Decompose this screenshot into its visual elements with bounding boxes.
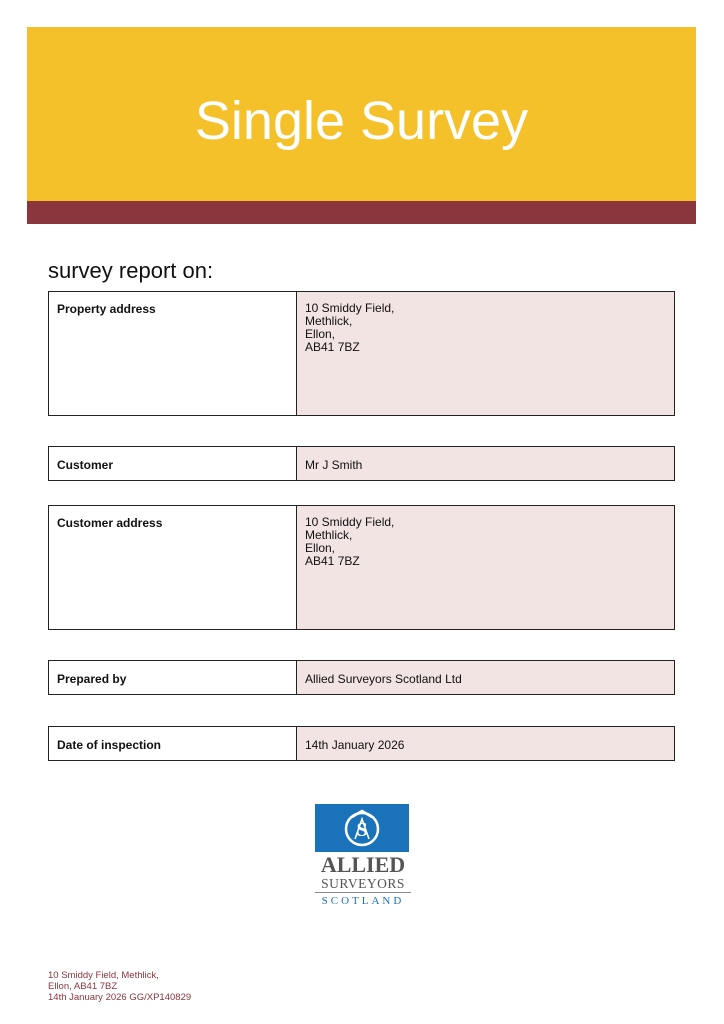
customer-address-row <box>48 505 675 630</box>
footer-line: 10 Smiddy Field, Methlick, <box>48 970 159 981</box>
report-subtitle: survey report on: <box>48 258 214 283</box>
page-title: Single Survey <box>194 91 529 151</box>
date-of-inspection-value: 14th January 2026 <box>297 727 674 760</box>
customer-address-value <box>297 506 674 629</box>
logo-text-allied: ALLIED <box>320 852 406 877</box>
date-of-inspection-row <box>48 726 675 761</box>
prepared-by-row <box>48 660 675 695</box>
property-address-row <box>48 291 675 416</box>
address-line: 10 Smiddy Field, <box>305 515 395 529</box>
accent-stripe <box>27 201 696 224</box>
page-footer <box>48 970 191 1003</box>
prepared-by-value: Allied Surveyors Scotland Ltd <box>297 661 674 694</box>
prepared-by-label: Prepared by <box>49 661 297 694</box>
logo-text-scotland: SCOTLAND <box>321 895 405 907</box>
address-line: Methlick, <box>305 528 353 542</box>
customer-address-label: Customer address <box>49 506 297 629</box>
property-address-label: Property address <box>49 292 297 415</box>
as-monogram-icon <box>339 807 385 849</box>
company-logo <box>315 804 411 908</box>
footer-line: Ellon, AB41 7BZ <box>48 981 118 992</box>
logo-text-surveyors: SURVEYORS <box>315 876 411 893</box>
address-line: AB41 7BZ <box>305 340 360 354</box>
address-line: Methlick, <box>305 314 353 328</box>
address-line: AB41 7BZ <box>305 554 360 568</box>
footer-line: 14th January 2026 GG/XP140829 <box>48 992 192 1003</box>
date-of-inspection-label: Date of inspection <box>49 727 297 760</box>
customer-value: Mr J Smith <box>297 447 674 480</box>
address-line: Ellon, <box>305 541 336 555</box>
title-banner <box>27 27 696 201</box>
property-address-value <box>297 292 674 415</box>
customer-row <box>48 446 675 481</box>
customer-label: Customer <box>49 447 297 480</box>
svg-text:S: S <box>356 819 368 841</box>
logo-emblem <box>315 804 409 852</box>
address-line: Ellon, <box>305 327 336 341</box>
address-line: 10 Smiddy Field, <box>305 301 395 315</box>
